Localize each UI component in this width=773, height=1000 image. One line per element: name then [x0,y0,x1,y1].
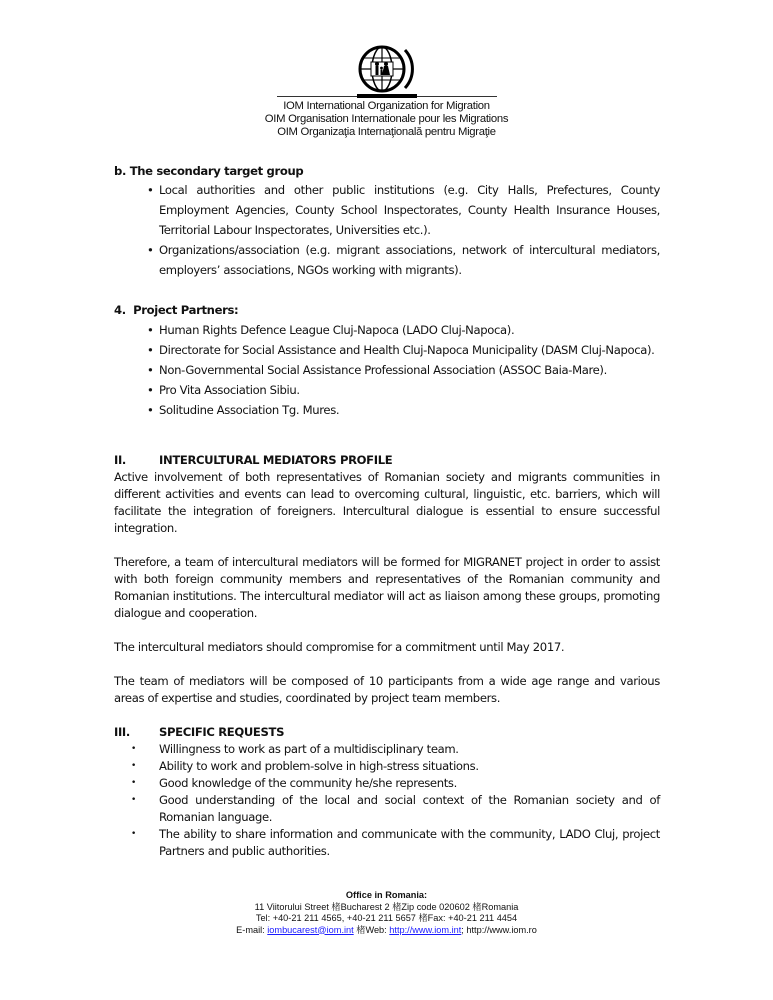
document-body [114,163,660,860]
list-item: • The ability to share information and communicate with the community, LADO Cluj, project Partners and public authorities. [131,827,660,858]
footer-phone: Tel: +40-21 211 4565, +40-21 211 5657 楮Fax: +40-21 211 4454 [255,913,518,923]
header-rule-bar [357,94,417,98]
list-item: • Willingness to work as part of a multidisciplinary team. [131,742,459,756]
list-item: • Good understanding of the local and social context of the Romanian society and of Romanian language. [131,793,660,824]
partners-list [114,322,660,419]
section-number: II. [114,453,126,467]
list-item: • Ability to work and problem-solve in high-stress situations. [131,759,479,773]
bullet-icon: • [147,403,154,417]
footer-address: 11 Viitorului Street 楮Bucharest 2 楮Zip code 020602 楮Romania [254,901,519,912]
paragraph: The team of mediators will be composed of 10 participants from a wide age range and various areas of expertise and studies, coordinated by project team members. [114,674,660,705]
paragraph: Therefore, a team of intercultural mediators will be formed for MIGRANET project in order to assist with both foreign community members and representatives of the Romanian community and Romanian institutions. The intercultural mediator will act as liaison among these groups, promoting dialogue and cooperation. [114,555,660,620]
list-item: • Non-Governmental Social Assistance Professional Association (ASSOC Baia-Mare). [147,363,607,377]
web-secondary: ; http://www.iom.ro [461,924,537,935]
iom-globe-logo-icon [355,42,415,96]
bullet-icon: • [147,183,154,197]
list-item: • Solitudine Association Tg. Mures. [147,403,340,417]
bullet-icon: • [147,363,154,377]
partners-heading: 4. Project Partners: [114,303,239,317]
bullet-icon: • [147,383,154,397]
document-footer [0,890,773,936]
web-label: 楮Web: [353,924,390,935]
web-link[interactable]: http://www.iom.int [389,924,462,935]
bullet-icon: • [147,343,154,357]
list-item: • Human Rights Defence League Cluj-Napoca (LADO Cluj-Napoca). [147,323,515,337]
secondary-group-list [114,180,660,280]
org-name-french: OIM Organisation Internationale pour les Migrations [264,113,509,125]
paragraph: Active involvement of both representatives of Romanian society and migrants communities in different activities and events can lead to overcoming cultural, linguistic, etc. barriers, which will facilitate the integration of foreigners. Intercultural dialogue is essential to ensure successful integration. [114,470,660,535]
bullet-icon: • [147,243,154,257]
organization-names [0,100,773,139]
list-item: • Local authorities and other public institutions (e.g. City Halls, Prefectures, County Employment Agencies, County School Inspectorates, County Health Insurance Houses, Territorial Labour Inspectorates, Universities etc.). [114,180,660,240]
section-3-heading [114,724,660,741]
bullet-icon: • [131,795,136,805]
bullet-icon: • [131,761,136,771]
bullet-icon: • [131,778,136,788]
list-item: • Pro Vita Association Sibiu. [147,383,300,397]
bullet-icon: • [131,744,136,754]
list-item: • Directorate for Social Assistance and Health Cluj-Napoca Municipality (DASM Cluj-Napoca). [147,343,655,357]
section-title: SPECIFIC REQUESTS [159,725,285,739]
list-item: • Good knowledge of the community he/she represents. [131,776,457,790]
bullet-icon: • [131,829,136,839]
section-number: III. [114,725,130,739]
section-title: INTERCULTURAL MEDIATORS PROFILE [159,453,393,467]
org-name-english: IOM International Organization for Migration [283,100,490,112]
list-item: • Organizations/association (e.g. migrant associations, network of intercultural mediators, employers’ associations, NGOs working with migrants). [114,240,660,280]
email-link[interactable]: iombucarest@iom.int [267,924,354,935]
footer-title: Office in Romania: [345,890,428,900]
org-name-romanian: OIM Organizaţia Internaţională pentru Migraţie [277,126,496,138]
bullet-icon: • [147,323,154,337]
secondary-group-heading: b. The secondary target group [114,164,304,178]
email-label: E-mail: [236,924,268,935]
footer-contact [0,925,773,937]
requests-list [114,741,660,860]
section-2-heading [114,452,660,469]
paragraph: The intercultural mediators should compromise for a commitment until May 2017. [114,640,565,654]
